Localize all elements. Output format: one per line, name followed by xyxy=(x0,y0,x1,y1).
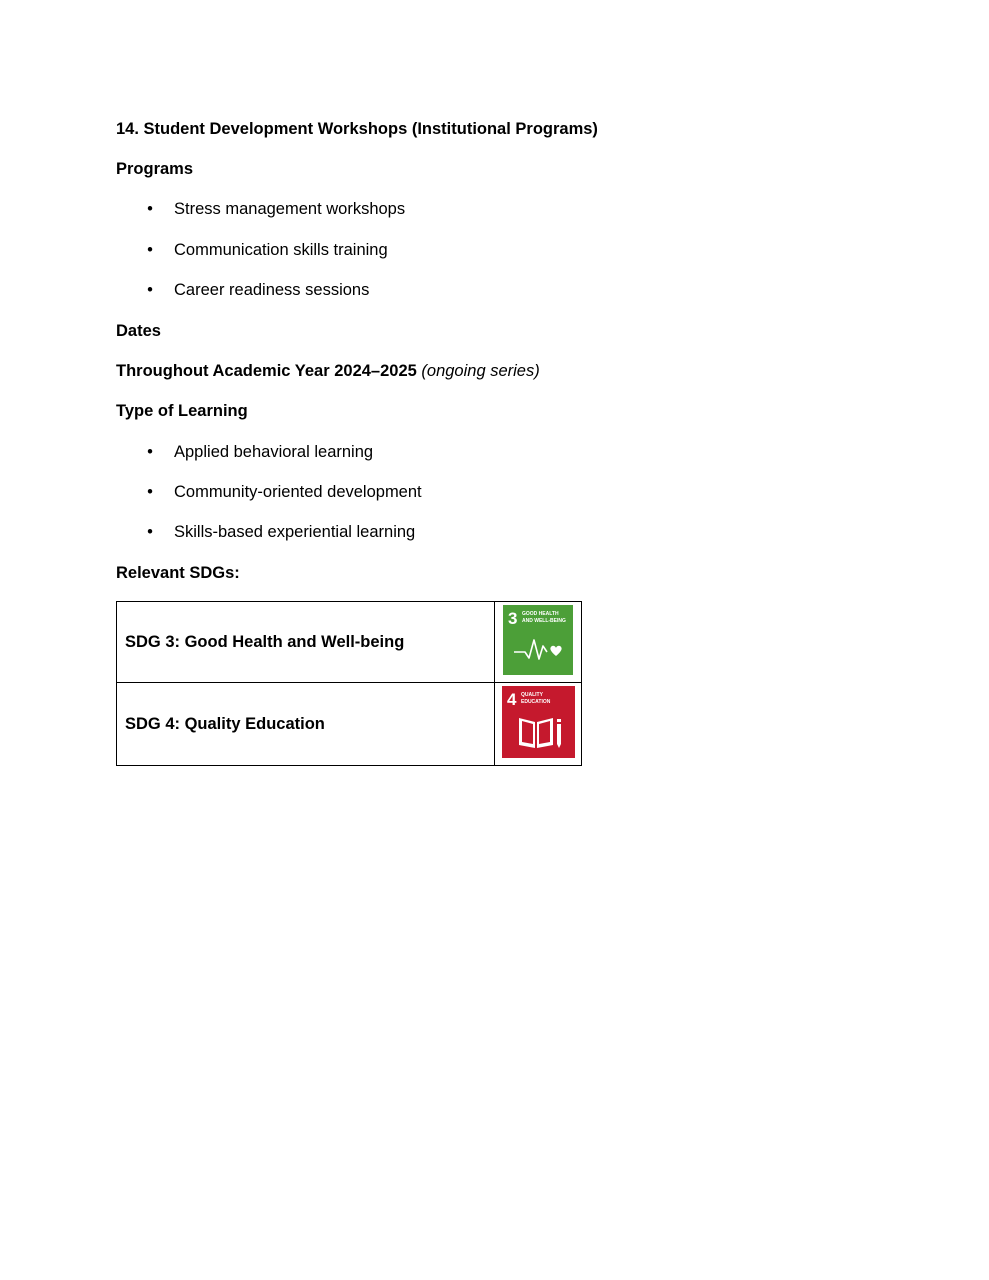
svg-text:4: 4 xyxy=(506,690,517,709)
dates-heading: Dates xyxy=(116,322,161,340)
sdg-4-quality-education-icon xyxy=(502,686,575,758)
bullet-icon: • xyxy=(147,281,153,299)
dates-value: Throughout Academic Year 2024–2025 xyxy=(116,362,417,380)
learning-heading: Type of Learning xyxy=(116,402,248,420)
list-item-text: Applied behavioral learning xyxy=(174,443,374,461)
section-title: 14. Student Development Workshops (Institutional Programs) xyxy=(116,120,598,138)
bullet-icon: • xyxy=(147,241,153,259)
svg-text:AND WELL-BEING: AND WELL-BEING xyxy=(522,618,567,624)
sdg-icon-cell xyxy=(495,602,582,683)
svg-text:QUALITY: QUALITY xyxy=(520,692,543,698)
sdg-label: SDG 4: Quality Education xyxy=(117,683,495,766)
programs-heading: Programs xyxy=(116,160,194,178)
list-item-text: Communication skills training xyxy=(174,241,388,259)
bullet-icon: • xyxy=(147,200,153,218)
sdg-3-good-health-icon xyxy=(503,605,573,675)
bullet-icon: • xyxy=(147,443,153,461)
svg-text:3: 3 xyxy=(508,609,518,628)
table-row xyxy=(117,683,582,766)
list-item-text: Community-oriented development xyxy=(174,483,422,501)
dates-note: (ongoing series) xyxy=(421,362,540,380)
svg-text:GOOD HEALTH: GOOD HEALTH xyxy=(522,611,559,617)
bullet-icon: • xyxy=(147,523,153,541)
bullet-icon: • xyxy=(147,483,153,501)
list-item-text: Career readiness sessions xyxy=(174,281,370,299)
dates-line xyxy=(116,361,540,381)
sdg-icon-cell xyxy=(495,683,582,766)
sdg-table xyxy=(116,601,582,766)
svg-text:EDUCATION: EDUCATION xyxy=(520,699,551,705)
list-item-text: Skills-based experiential learning xyxy=(174,523,416,541)
sdgs-heading: Relevant SDGs: xyxy=(116,564,240,582)
list-item-text: Stress management workshops xyxy=(174,200,406,218)
sdg-label: SDG 3: Good Health and Well-being xyxy=(117,602,495,683)
table-row xyxy=(117,602,582,683)
